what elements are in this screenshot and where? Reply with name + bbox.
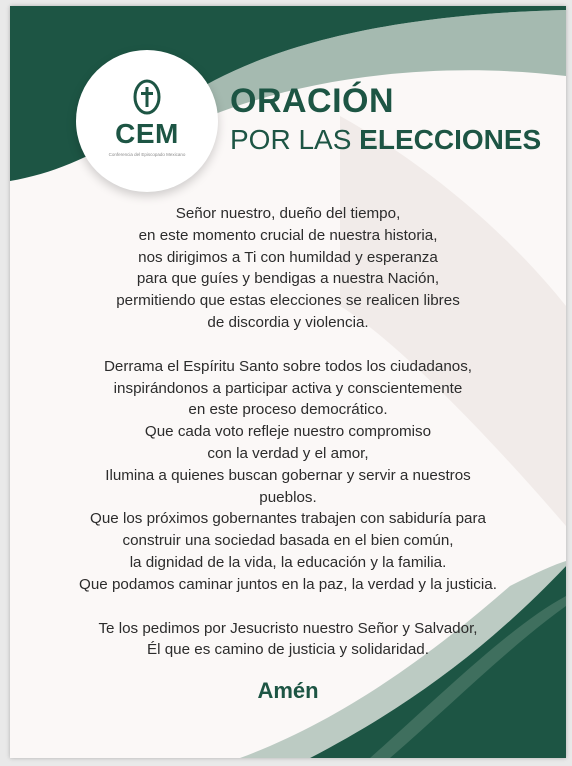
prayer-line: pueblos. [259, 488, 317, 506]
prayer-line: construir una sociedad basada en el bien común, [122, 532, 454, 550]
subtitle-bold: ELECCIONES [359, 124, 542, 155]
prayer-line: nos dirigimos a Ti con humildad y esperanza [138, 248, 438, 266]
prayer-line: en este momento crucial de nuestra historia, [138, 226, 438, 244]
stanza-gap [10, 596, 566, 618]
prayer-line: en este proceso democrático. [188, 401, 388, 419]
cross-icon [130, 78, 164, 116]
prayer-line: Ilumina a quienes buscan gobernar y servir a nuestros [105, 466, 471, 484]
page-subtitle [230, 124, 541, 156]
prayer-line: de discordia y violencia. [207, 313, 369, 331]
prayer-line: Que los próximos gobernantes trabajen con sabiduría para [90, 510, 486, 528]
prayer-line: Que cada voto refleje nuestro compromiso [144, 423, 432, 441]
prayer-line: la dignidad de la vida, la educación y la familia. [129, 553, 447, 571]
page-title: ORACIÓN [230, 82, 395, 120]
prayer-line: para que guíes y bendigas a nuestra Nación, [136, 270, 440, 288]
prayer-line: Derrama el Espíritu Santo sobre todos los ciudadanos, [103, 357, 473, 375]
stanza-gap [10, 334, 566, 356]
prayer-line: Él que es camino de justicia y solidaridad. [147, 641, 429, 659]
prayer-line: con la verdad y el amor, [207, 444, 369, 462]
prayer-line: Te los pedimos por Jesucristo nuestro Señor y Salvador, [98, 619, 478, 637]
subtitle-regular: POR LAS [230, 124, 360, 155]
logo-subtext: Conferencia del Episcopado Mexicano [108, 152, 186, 157]
prayer-card [10, 6, 566, 758]
prayer-line: Señor nuestro, dueño del tiempo, [175, 205, 401, 222]
prayer-text [10, 203, 566, 661]
prayer-line: inspirándonos a participar activa y conscientemente [113, 379, 463, 397]
amen-closing: Amén [257, 678, 319, 703]
cem-logo [76, 50, 218, 192]
prayer-line: Que podamos caminar juntos en la paz, la verdad y la justicia. [79, 575, 497, 593]
logo-text: CEM [115, 118, 179, 149]
prayer-line: permitiendo que estas elecciones se realicen libres [116, 292, 460, 310]
